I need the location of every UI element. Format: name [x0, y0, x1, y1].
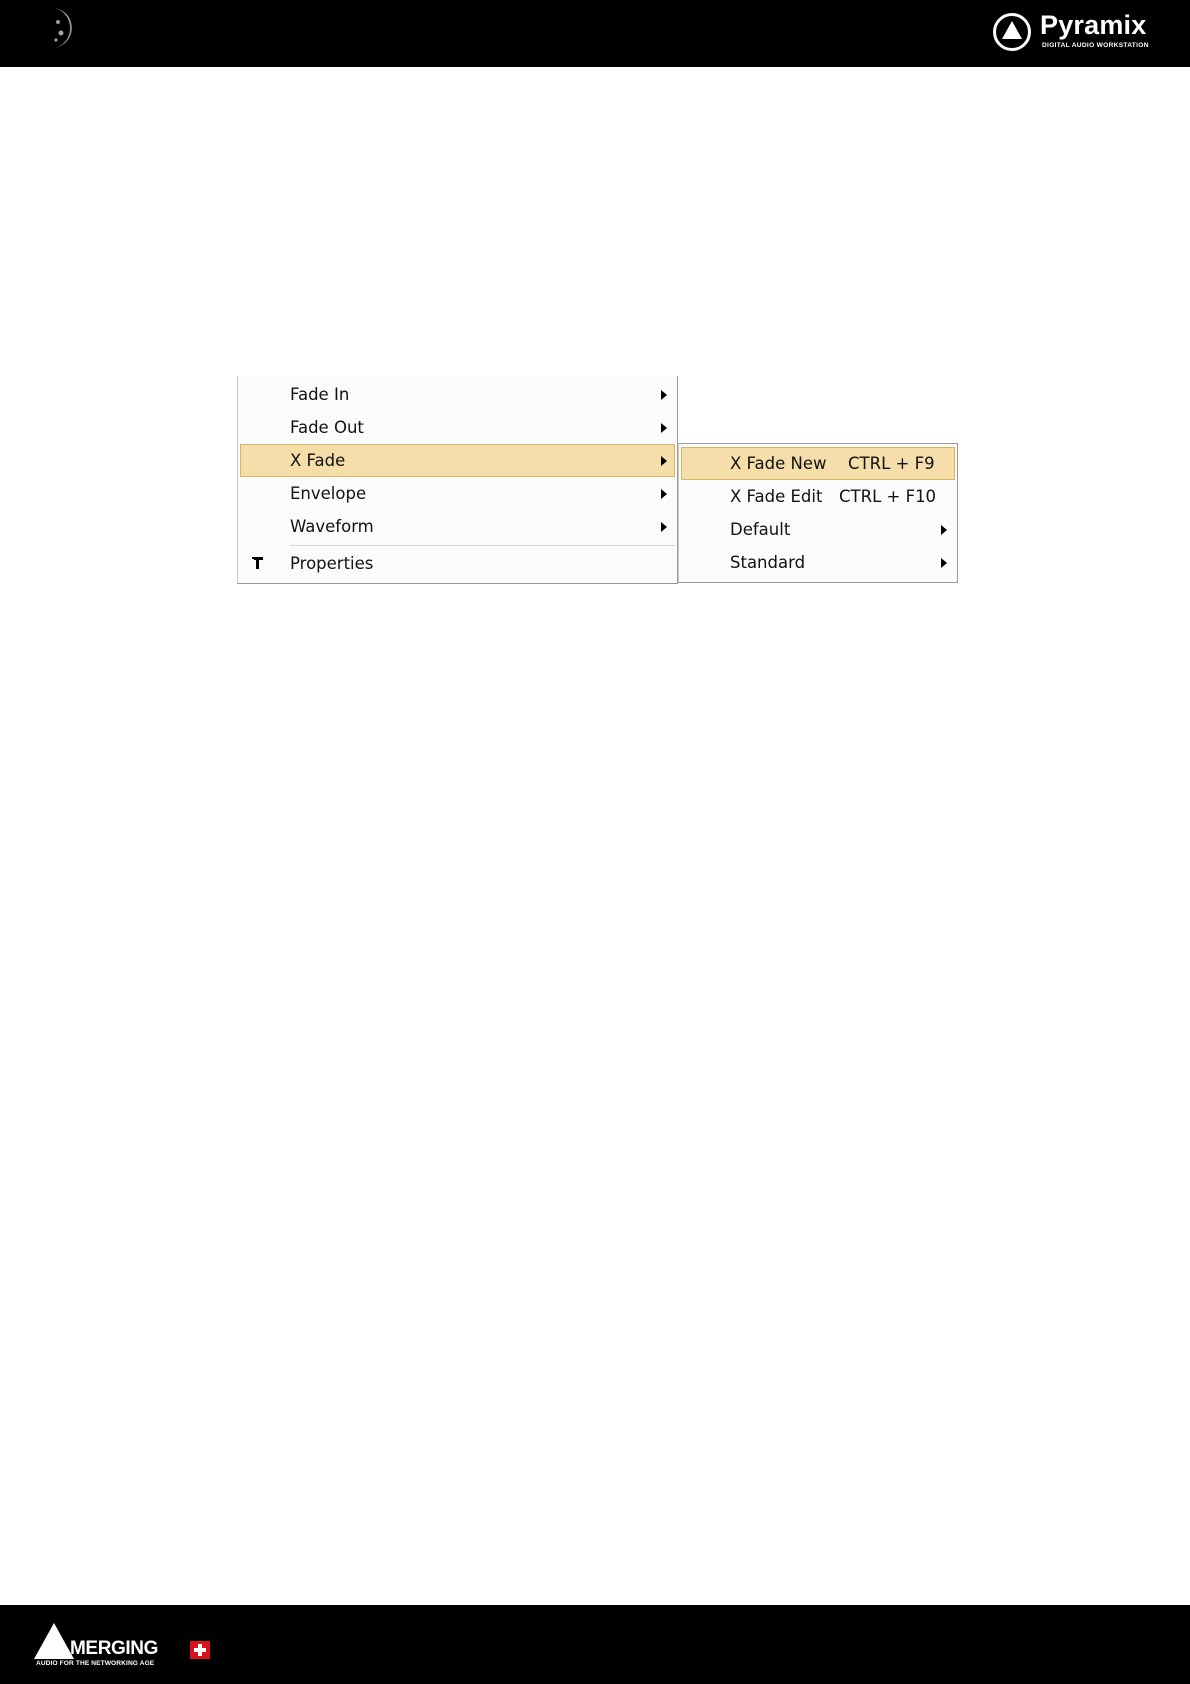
pyramix-logo-icon	[992, 12, 1032, 52]
swiss-cross-icon	[190, 1641, 210, 1659]
menu-item-label: Envelope	[290, 484, 367, 503]
menu-item-label: Properties	[290, 554, 374, 573]
submenu-arrow-icon	[661, 456, 667, 466]
page-header	[0, 0, 1190, 67]
merging-logo	[34, 1623, 234, 1673]
moon-icon	[44, 7, 74, 49]
merging-brand-name: MERGING	[70, 1638, 158, 1659]
hammer-icon	[251, 556, 265, 570]
menu-item-label: X Fade New	[730, 454, 827, 473]
submenu-arrow-icon	[661, 522, 667, 532]
submenu-arrow-icon	[941, 558, 947, 568]
menu-item-label: X Fade Edit	[730, 487, 823, 506]
submenu-arrow-icon	[661, 390, 667, 400]
submenu-arrow-icon	[661, 489, 667, 499]
menu-item-fade-in[interactable]	[240, 379, 675, 410]
menu-item-x-fade[interactable]	[240, 444, 675, 477]
menu-item-label: Fade In	[290, 385, 350, 404]
pyramix-logo	[992, 12, 1172, 56]
submenu-arrow-icon	[661, 423, 667, 433]
submenu-item-x-fade-edit[interactable]	[681, 481, 955, 512]
page-footer	[0, 1605, 1190, 1684]
brand-tagline: DIGITAL AUDIO WORKSTATION	[1042, 42, 1149, 49]
menu-item-label: Waveform	[290, 517, 374, 536]
brand-name: Pyramix	[1040, 10, 1147, 40]
submenu-item-default[interactable]	[681, 514, 955, 545]
menu-item-fade-out[interactable]	[240, 412, 675, 443]
menu-item-properties[interactable]	[240, 548, 675, 579]
submenu-item-standard[interactable]	[681, 547, 955, 578]
shortcut-label: CTRL + F9	[848, 454, 935, 473]
menu-item-label: Standard	[730, 553, 806, 572]
submenu-item-x-fade-new[interactable]	[681, 447, 955, 480]
menu-item-label: X Fade	[290, 451, 346, 470]
context-menu	[237, 376, 678, 584]
menu-item-waveform[interactable]	[240, 511, 675, 542]
x-fade-submenu	[678, 443, 958, 583]
shortcut-label: CTRL + F10	[839, 487, 937, 506]
menu-item-label: Fade Out	[290, 418, 364, 437]
merging-tagline: AUDIO FOR THE NETWORKING AGE	[36, 1660, 155, 1667]
menu-item-envelope[interactable]	[240, 478, 675, 509]
submenu-arrow-icon	[941, 525, 947, 535]
menu-separator	[290, 545, 675, 547]
menu-item-label: Default	[730, 520, 791, 539]
